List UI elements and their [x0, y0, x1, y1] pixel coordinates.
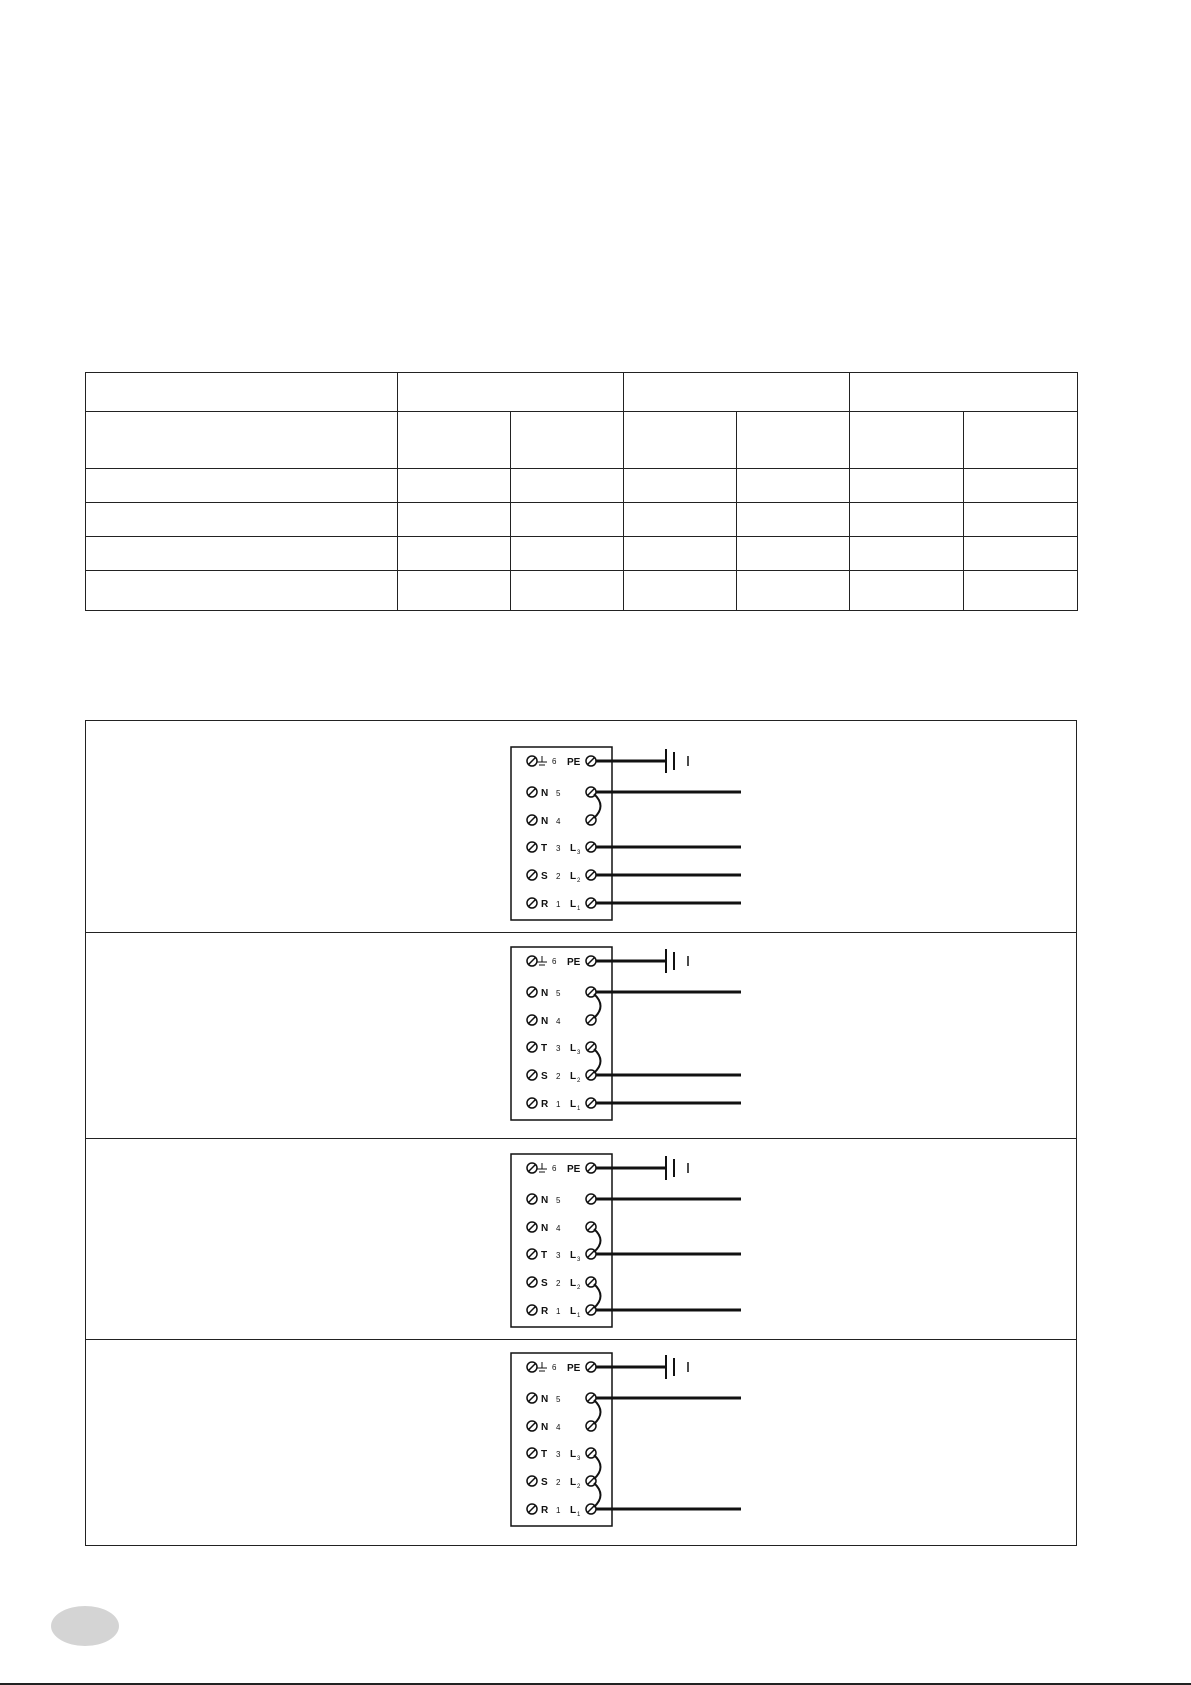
- terminal-label-pe: PE: [567, 1164, 581, 1175]
- table-cell: [850, 537, 964, 571]
- terminal-number: 4: [556, 1224, 561, 1233]
- terminal-letter: N: [541, 816, 549, 827]
- phase-label-subscript: 3: [577, 850, 581, 856]
- table-cell: [398, 469, 511, 503]
- jumper-bridge: [594, 1284, 601, 1308]
- right-screw-icon-slot: [587, 1099, 595, 1107]
- terminal-block-box: [511, 1154, 612, 1327]
- table-cell: [86, 537, 398, 571]
- jumper-bridge: [594, 1229, 601, 1252]
- table-cell: [624, 469, 737, 503]
- left-screw-icon-slot: [528, 1278, 536, 1286]
- phase-label-subscript: 2: [577, 1078, 581, 1084]
- terminal-letter: N: [541, 1394, 549, 1405]
- left-screw-icon-slot: [528, 1164, 536, 1172]
- right-screw-icon-slot: [587, 843, 595, 851]
- phase-label: L: [570, 1099, 577, 1110]
- terminal-letter: R: [541, 1505, 549, 1516]
- terminal-letter: N: [541, 788, 549, 799]
- table-cell: [511, 412, 624, 469]
- terminal-letter: R: [541, 899, 549, 910]
- wiring-panel-2: [86, 933, 1076, 1139]
- phase-label-subscript: 1: [577, 1512, 581, 1518]
- table-cell: [398, 412, 511, 469]
- terminal-letter: T: [541, 1043, 548, 1054]
- phase-label-subscript: 2: [577, 1484, 581, 1490]
- jumper-bridge: [594, 994, 601, 1018]
- left-screw-icon-slot: [528, 788, 536, 796]
- phase-label: L: [570, 1250, 577, 1261]
- phase-label-subscript: 3: [577, 1050, 581, 1056]
- terminal-number: 4: [556, 1017, 561, 1026]
- terminal-label-pe: PE: [567, 957, 581, 968]
- jumper-bridge: [594, 794, 601, 818]
- terminal-number: 5: [556, 1395, 561, 1404]
- terminal-number: 6: [552, 1363, 557, 1372]
- table-cell: [850, 571, 964, 611]
- table-cell: [86, 571, 398, 611]
- table-cell: [86, 503, 398, 537]
- left-screw-icon-slot: [528, 1099, 536, 1107]
- terminal-letter: N: [541, 1223, 549, 1234]
- left-screw-icon-slot: [528, 1223, 536, 1231]
- left-screw-icon-slot: [528, 1477, 536, 1485]
- table-cell: [737, 469, 850, 503]
- terminal-number: 1: [556, 900, 561, 909]
- terminal-block-box: [511, 947, 612, 1120]
- terminal-number: 2: [556, 1478, 561, 1487]
- table-row: [86, 537, 1078, 571]
- table-cell: [398, 503, 511, 537]
- terminal-number: 4: [556, 817, 561, 826]
- table-cell: [737, 537, 850, 571]
- table-cell: [511, 503, 624, 537]
- phase-label: L: [570, 1043, 577, 1054]
- right-screw-icon-slot: [587, 899, 595, 907]
- phase-label: L: [570, 1477, 577, 1488]
- table-row: [86, 571, 1078, 611]
- terminal-number: 2: [556, 872, 561, 881]
- phase-label: L: [570, 1306, 577, 1317]
- left-screw-icon-slot: [528, 1363, 536, 1371]
- phase-label: L: [570, 899, 577, 910]
- table-cell: [850, 469, 964, 503]
- right-screw-icon-slot: [587, 871, 595, 879]
- terminal-number: 5: [556, 989, 561, 998]
- table-cell: [964, 571, 1078, 611]
- right-screw-icon-slot: [587, 1363, 595, 1371]
- terminal-block-diagram-2: [422, 933, 822, 1139]
- table-cell: [511, 469, 624, 503]
- terminal-number: 6: [552, 1164, 557, 1173]
- table-cell: [964, 469, 1078, 503]
- terminal-number: 3: [556, 1044, 561, 1053]
- jumper-bridge: [594, 1483, 601, 1507]
- table-cell: [398, 537, 511, 571]
- table-header-row: [86, 373, 1078, 412]
- phase-label-subscript: 3: [577, 1257, 581, 1263]
- terminal-letter: N: [541, 1016, 549, 1027]
- table-cell: [624, 537, 737, 571]
- table-cell: [964, 537, 1078, 571]
- terminal-number: 1: [556, 1506, 561, 1515]
- table-cell: [511, 537, 624, 571]
- table-row: [86, 469, 1078, 503]
- terminal-number: 1: [556, 1307, 561, 1316]
- table-cell: [737, 571, 850, 611]
- table-cell: [86, 469, 398, 503]
- left-screw-icon-slot: [528, 1016, 536, 1024]
- terminal-letter: S: [541, 871, 548, 882]
- table-cell: [86, 412, 398, 469]
- table-group-header: [850, 373, 1078, 412]
- table-group-header: [398, 373, 624, 412]
- terminal-number: 5: [556, 789, 561, 798]
- phase-label: L: [570, 871, 577, 882]
- terminal-number: 5: [556, 1196, 561, 1205]
- phase-label-subscript: 1: [577, 1313, 581, 1319]
- table-cell: [398, 571, 511, 611]
- terminal-letter: S: [541, 1071, 548, 1082]
- left-screw-icon-slot: [528, 1449, 536, 1457]
- jumper-bridge: [594, 1400, 601, 1424]
- table-group-header: [624, 373, 850, 412]
- wiring-panel-4: [86, 1340, 1076, 1545]
- jumper-bridge: [594, 1049, 601, 1073]
- left-screw-icon-slot: [528, 1505, 536, 1513]
- terminal-number: 6: [552, 957, 557, 966]
- left-screw-icon-slot: [528, 1071, 536, 1079]
- phase-label-subscript: 3: [577, 1456, 581, 1462]
- table-cell: [850, 412, 964, 469]
- left-screw-icon-slot: [528, 1250, 536, 1258]
- table-cell: [737, 503, 850, 537]
- wiring-panel-1: [86, 721, 1076, 933]
- terminal-letter: T: [541, 1250, 548, 1261]
- terminal-number: 4: [556, 1423, 561, 1432]
- terminal-letter: N: [541, 988, 549, 999]
- terminal-letter: R: [541, 1306, 549, 1317]
- terminal-block-box: [511, 1353, 612, 1526]
- phase-label: L: [570, 1071, 577, 1082]
- page-number-badge: [51, 1606, 119, 1646]
- spec-table: [85, 372, 1078, 611]
- table-cell: [964, 412, 1078, 469]
- terminal-letter: R: [541, 1099, 549, 1110]
- terminal-block-diagram-3: [422, 1139, 822, 1340]
- phase-label-subscript: 2: [577, 1285, 581, 1291]
- terminal-letter: N: [541, 1422, 549, 1433]
- terminal-letter: T: [541, 1449, 548, 1460]
- terminal-number: 1: [556, 1100, 561, 1109]
- terminal-number: 6: [552, 757, 557, 766]
- terminal-label-pe: PE: [567, 1363, 581, 1374]
- terminal-label-pe: PE: [567, 757, 581, 768]
- table-row: [86, 503, 1078, 537]
- left-screw-icon-slot: [528, 899, 536, 907]
- phase-label: L: [570, 843, 577, 854]
- right-screw-icon-slot: [587, 1195, 595, 1203]
- jumper-bridge: [594, 1455, 601, 1479]
- terminal-letter: N: [541, 1195, 549, 1206]
- wiring-panel-3: [86, 1139, 1076, 1340]
- phase-label-subscript: 2: [577, 878, 581, 884]
- right-screw-icon-slot: [587, 1164, 595, 1172]
- left-screw-icon-slot: [528, 1043, 536, 1051]
- terminal-letter: T: [541, 843, 548, 854]
- terminal-block-box: [511, 747, 612, 920]
- table-cell: [624, 503, 737, 537]
- terminal-number: 3: [556, 1251, 561, 1260]
- left-screw-icon-slot: [528, 988, 536, 996]
- table-cell: [624, 412, 737, 469]
- phase-label-subscript: 1: [577, 906, 581, 912]
- left-screw-icon-slot: [528, 1195, 536, 1203]
- terminal-letter: S: [541, 1477, 548, 1488]
- left-screw-icon-slot: [528, 871, 536, 879]
- phase-label: L: [570, 1449, 577, 1460]
- right-screw-icon-slot: [587, 757, 595, 765]
- phase-label-subscript: 1: [577, 1106, 581, 1112]
- table-cell: [850, 503, 964, 537]
- left-screw-icon-slot: [528, 757, 536, 765]
- wiring-diagrams: [85, 720, 1077, 1546]
- right-screw-icon-slot: [587, 957, 595, 965]
- table-subheader-row: [86, 412, 1078, 469]
- terminal-number: 2: [556, 1072, 561, 1081]
- table-header-cell: [86, 373, 398, 412]
- left-screw-icon-slot: [528, 1394, 536, 1402]
- terminal-block-diagram-1: [422, 721, 822, 933]
- table-cell: [737, 412, 850, 469]
- left-screw-icon-slot: [528, 1422, 536, 1430]
- left-screw-icon-slot: [528, 1306, 536, 1314]
- left-screw-icon-slot: [528, 816, 536, 824]
- terminal-letter: S: [541, 1278, 548, 1289]
- terminal-number: 2: [556, 1279, 561, 1288]
- terminal-number: 3: [556, 844, 561, 853]
- table-cell: [511, 571, 624, 611]
- left-screw-icon-slot: [528, 957, 536, 965]
- left-screw-icon-slot: [528, 843, 536, 851]
- table-cell: [624, 571, 737, 611]
- terminal-block-diagram-4: [422, 1340, 822, 1545]
- phase-label: L: [570, 1505, 577, 1516]
- table-cell: [964, 503, 1078, 537]
- phase-label: L: [570, 1278, 577, 1289]
- terminal-number: 3: [556, 1450, 561, 1459]
